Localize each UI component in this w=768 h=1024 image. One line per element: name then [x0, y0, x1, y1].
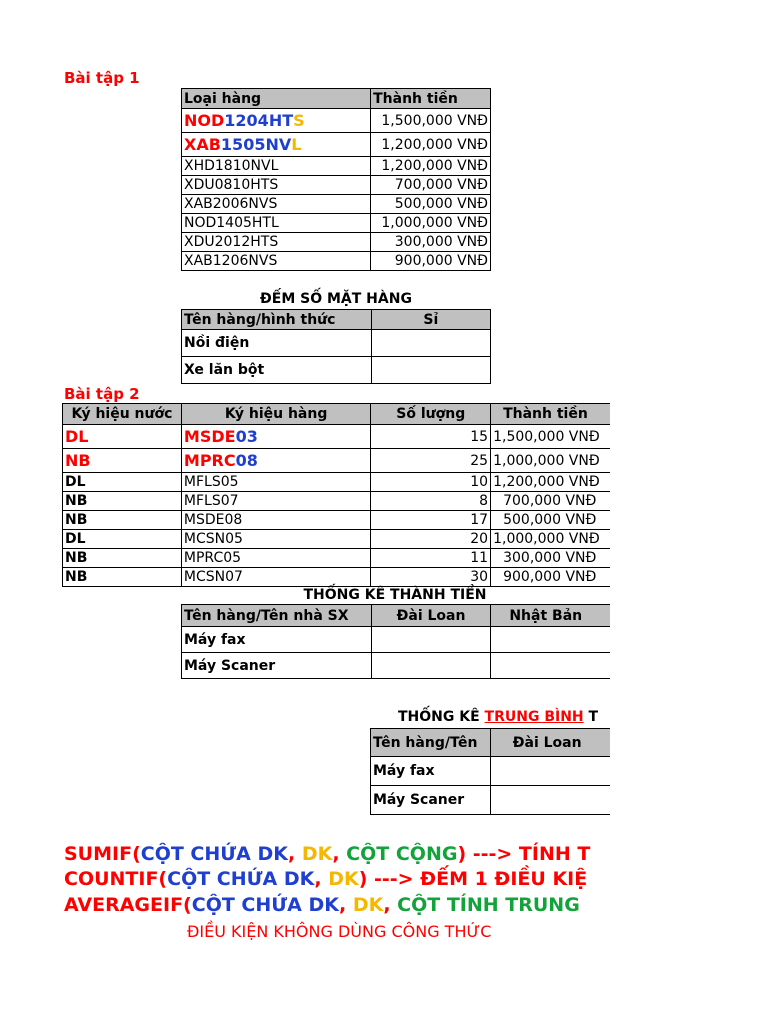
input-cell[interactable] — [491, 627, 610, 653]
header-cell: Tên hàng/Tên nhà SX — [182, 605, 372, 627]
cell-item: MCSN07 — [181, 568, 370, 587]
input-cell[interactable] — [371, 357, 490, 384]
table-row — [63, 530, 611, 549]
exercise-2-table — [62, 403, 610, 587]
cell-qty: 15 — [371, 425, 491, 449]
exercise-1-table — [181, 88, 491, 271]
cell-item: MFLS07 — [181, 492, 370, 511]
sum-section-title: THỐNG KÊ THÀNH TIỀN — [303, 587, 487, 603]
table-row — [182, 233, 491, 252]
table-row — [182, 330, 491, 357]
header-cell: Ký hiệu hàng — [181, 404, 370, 425]
table-row — [371, 757, 611, 786]
table-row — [63, 449, 611, 473]
cell-code: XAB2006NVS — [182, 195, 371, 214]
cell-item: MSDE08 — [181, 511, 370, 530]
count-table — [181, 309, 491, 384]
cell-item: MCSN05 — [181, 530, 370, 549]
header-cell: Tên hàng/Tên — [371, 729, 491, 757]
sum-table — [181, 604, 610, 679]
row-label: Xe lăn bột — [182, 357, 372, 384]
table-row — [182, 653, 611, 679]
cell-country: NB — [63, 549, 182, 568]
table-row — [182, 214, 491, 233]
row-label: Máy fax — [182, 627, 372, 653]
cell-item: MPRC05 — [181, 549, 370, 568]
table-header-row — [63, 404, 611, 425]
row-label: Máy Scaner — [182, 653, 372, 679]
cell-code: XAB1505NVL — [182, 133, 371, 157]
average-table — [370, 728, 610, 815]
cell-country: NB — [63, 449, 182, 473]
table-row — [182, 109, 491, 133]
count-section-title: ĐẾM SỐ MẶT HÀNG — [260, 291, 412, 307]
table-row — [371, 786, 611, 815]
countif-formula-note: COUNTIF(CỘT CHỨA DK, DK) ---> ĐẾM 1 ĐIỀU KIỆ — [64, 868, 588, 890]
cell-amount: 1,000,000 VNĐ — [371, 214, 491, 233]
cell-code: XDU2012HTS — [182, 233, 371, 252]
cell-country: DL — [63, 425, 182, 449]
row-label: Máy Scaner — [371, 786, 491, 815]
table-row — [63, 473, 611, 492]
cell-item: MFLS05 — [181, 473, 370, 492]
table-header-row — [182, 89, 491, 109]
header-cell: Tên hàng/hình thức — [182, 310, 372, 330]
header-cell: Số lượng — [371, 404, 491, 425]
cell-qty: 20 — [371, 530, 491, 549]
row-label: Nồi điện — [182, 330, 372, 357]
cell-amount: 700,000 VNĐ — [491, 492, 610, 511]
cell-amount: 300,000 VNĐ — [491, 549, 610, 568]
cell-qty: 25 — [371, 449, 491, 473]
header-cell: Đài Loan — [490, 729, 610, 757]
table-row — [182, 133, 491, 157]
cell-amount: 1,000,000 VNĐ — [491, 449, 610, 473]
table-row — [63, 568, 611, 587]
cell-code: XDU0810HTS — [182, 176, 371, 195]
cell-item: MPRC08 — [181, 449, 370, 473]
input-cell[interactable] — [491, 653, 610, 679]
cell-amount: 700,000 VNĐ — [371, 176, 491, 195]
cell-item: MSDE03 — [181, 425, 370, 449]
table-row — [63, 511, 611, 530]
cell-code: XHD1810NVL — [182, 157, 371, 176]
input-cell[interactable] — [371, 653, 491, 679]
table-row — [63, 492, 611, 511]
table-header-row — [182, 605, 611, 627]
header-cell: Đài Loan — [371, 605, 491, 627]
cell-amount: 500,000 VNĐ — [371, 195, 491, 214]
cell-code: NOD1405HTL — [182, 214, 371, 233]
cell-amount: 1,200,000 VNĐ — [371, 157, 491, 176]
cell-qty: 17 — [371, 511, 491, 530]
input-cell[interactable] — [490, 757, 610, 786]
header-cell: Nhật Bản — [491, 605, 610, 627]
cell-amount: 900,000 VNĐ — [371, 252, 491, 271]
cell-code: XAB1206NVS — [182, 252, 371, 271]
cell-amount: 1,000,000 VNĐ — [491, 530, 610, 549]
cell-amount: 300,000 VNĐ — [371, 233, 491, 252]
header-cell: Ký hiệu nước — [63, 404, 182, 425]
cell-qty: 8 — [371, 492, 491, 511]
cell-country: NB — [63, 492, 182, 511]
table-row — [182, 195, 491, 214]
table-row — [182, 627, 611, 653]
exercise-1-title: Bài tập 1 — [64, 69, 140, 87]
cell-country: NB — [63, 511, 182, 530]
table-header-row — [182, 310, 491, 330]
cell-amount: 1,200,000 VNĐ — [491, 473, 610, 492]
table-row — [63, 425, 611, 449]
cell-code: NOD1204HTS — [182, 109, 371, 133]
table-row — [182, 357, 491, 384]
table-row — [63, 549, 611, 568]
cell-country: DL — [63, 473, 182, 492]
input-cell[interactable] — [371, 627, 491, 653]
cell-amount: 900,000 VNĐ — [491, 568, 610, 587]
sumif-formula-note: SUMIF(CỘT CHỨA DK, DK, CỘT CỘNG) ---> TÍNH T — [64, 843, 591, 865]
header-cell: Thành tiền — [371, 89, 491, 109]
cell-qty: 11 — [371, 549, 491, 568]
average-section-title: THỐNG KÊ TRUNG BÌNH T — [398, 709, 599, 725]
table-row — [182, 176, 491, 195]
cell-country: DL — [63, 530, 182, 549]
cell-amount: 500,000 VNĐ — [491, 511, 610, 530]
header-cell: Sỉ — [371, 310, 490, 330]
table-row — [182, 252, 491, 271]
row-label: Máy fax — [371, 757, 491, 786]
cell-country: NB — [63, 568, 182, 587]
cell-amount: 1,500,000 VNĐ — [371, 109, 491, 133]
header-cell: Loại hàng — [182, 89, 371, 109]
exercise-2-title: Bài tập 2 — [64, 385, 140, 403]
cell-qty: 30 — [371, 568, 491, 587]
table-row — [182, 157, 491, 176]
cell-amount: 1,200,000 VNĐ — [371, 133, 491, 157]
condition-note: ĐIỀU KIỆN KHÔNG DÙNG CÔNG THỨC — [187, 922, 492, 941]
averageif-formula-note: AVERAGEIF(CỘT CHỨA DK, DK, CỘT TÍNH TRUNG — [64, 894, 580, 916]
cell-amount: 1,500,000 VNĐ — [491, 425, 610, 449]
header-cell: Thành tiền — [491, 404, 610, 425]
input-cell[interactable] — [490, 786, 610, 815]
cell-qty: 10 — [371, 473, 491, 492]
table-header-row — [371, 729, 611, 757]
input-cell[interactable] — [371, 330, 490, 357]
